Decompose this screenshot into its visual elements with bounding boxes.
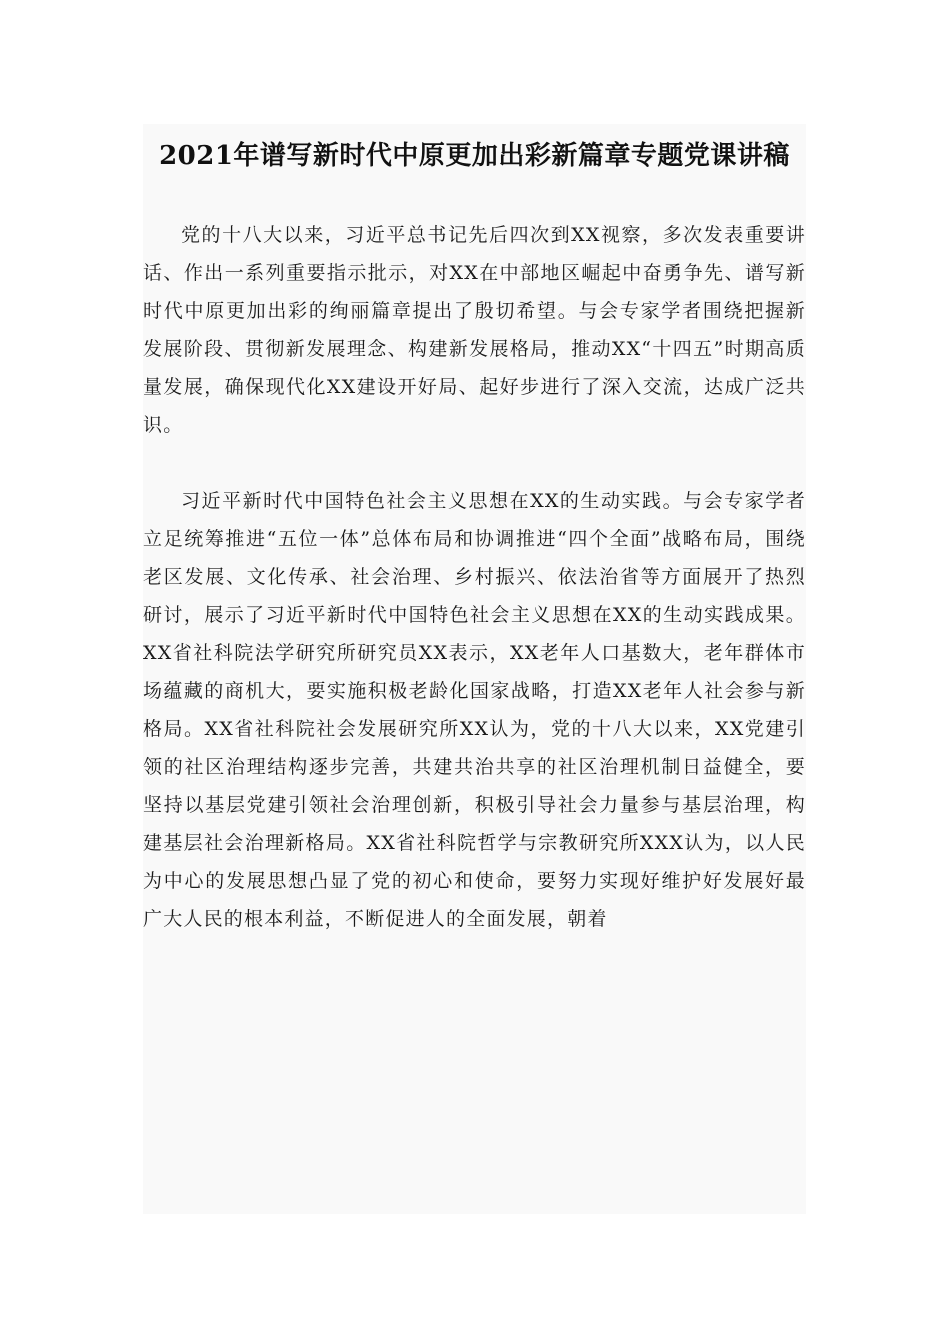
paragraph-1: 党的十八大以来，习近平总书记先后四次到XX视察，多次发表重要讲话、作出一系列重要指示批示，对XX在中部地区崛起中奋勇争先、谱写新时代中原更加出彩的绚丽篇章提出了殷切希望。与会专家学者围绕把握新发展阶段、贯彻新发展理念、构建新发展格局，推动XX“十四五”时期高质量发展，确保现代化XX建设开好局、起好步进行了深入交流，达成广泛共识。 bbox=[143, 224, 806, 436]
document-title: 2021年谱写新时代中原更加出彩新篇章专题党课讲稿 bbox=[159, 141, 790, 171]
document-content bbox=[143, 124, 806, 1214]
paragraph-2: 习近平新时代中国特色社会主义思想在XX的生动实践。与会专家学者立足统筹推进“五位一体”总体布局和协调推进“四个全面”战略布局，围绕老区发展、文化传承、社会治理、乡村振兴、依法治省等方面展开了热烈研讨，展示了习近平新时代中国特色社会主义思想在XX的生动实践成果。XX省社科院法学研究所研究员XX表示，XX老年人口基数大，老年群体市场蕴藏的商机大，要实施积极老龄化国家战略，打造XX老年人社会参与新格局。XX省社科院社会发展研究所XX认为，党的十八大以来，XX党建引领的社区治理结构逐步完善，共建共治共享的社区治理机制日益健全，要坚持以基层党建引领社会治理创新，积极引导社会力量参与基层治理，构建基层社会治理新格局。XX省社科院哲学与宗教研究所XXX认为，以人民为中心的发展思想凸显了党的初心和使命，要努力实现好维护好发展好最广大人民的根本利益，不断促进人的全面发展，朝着 bbox=[143, 490, 806, 930]
